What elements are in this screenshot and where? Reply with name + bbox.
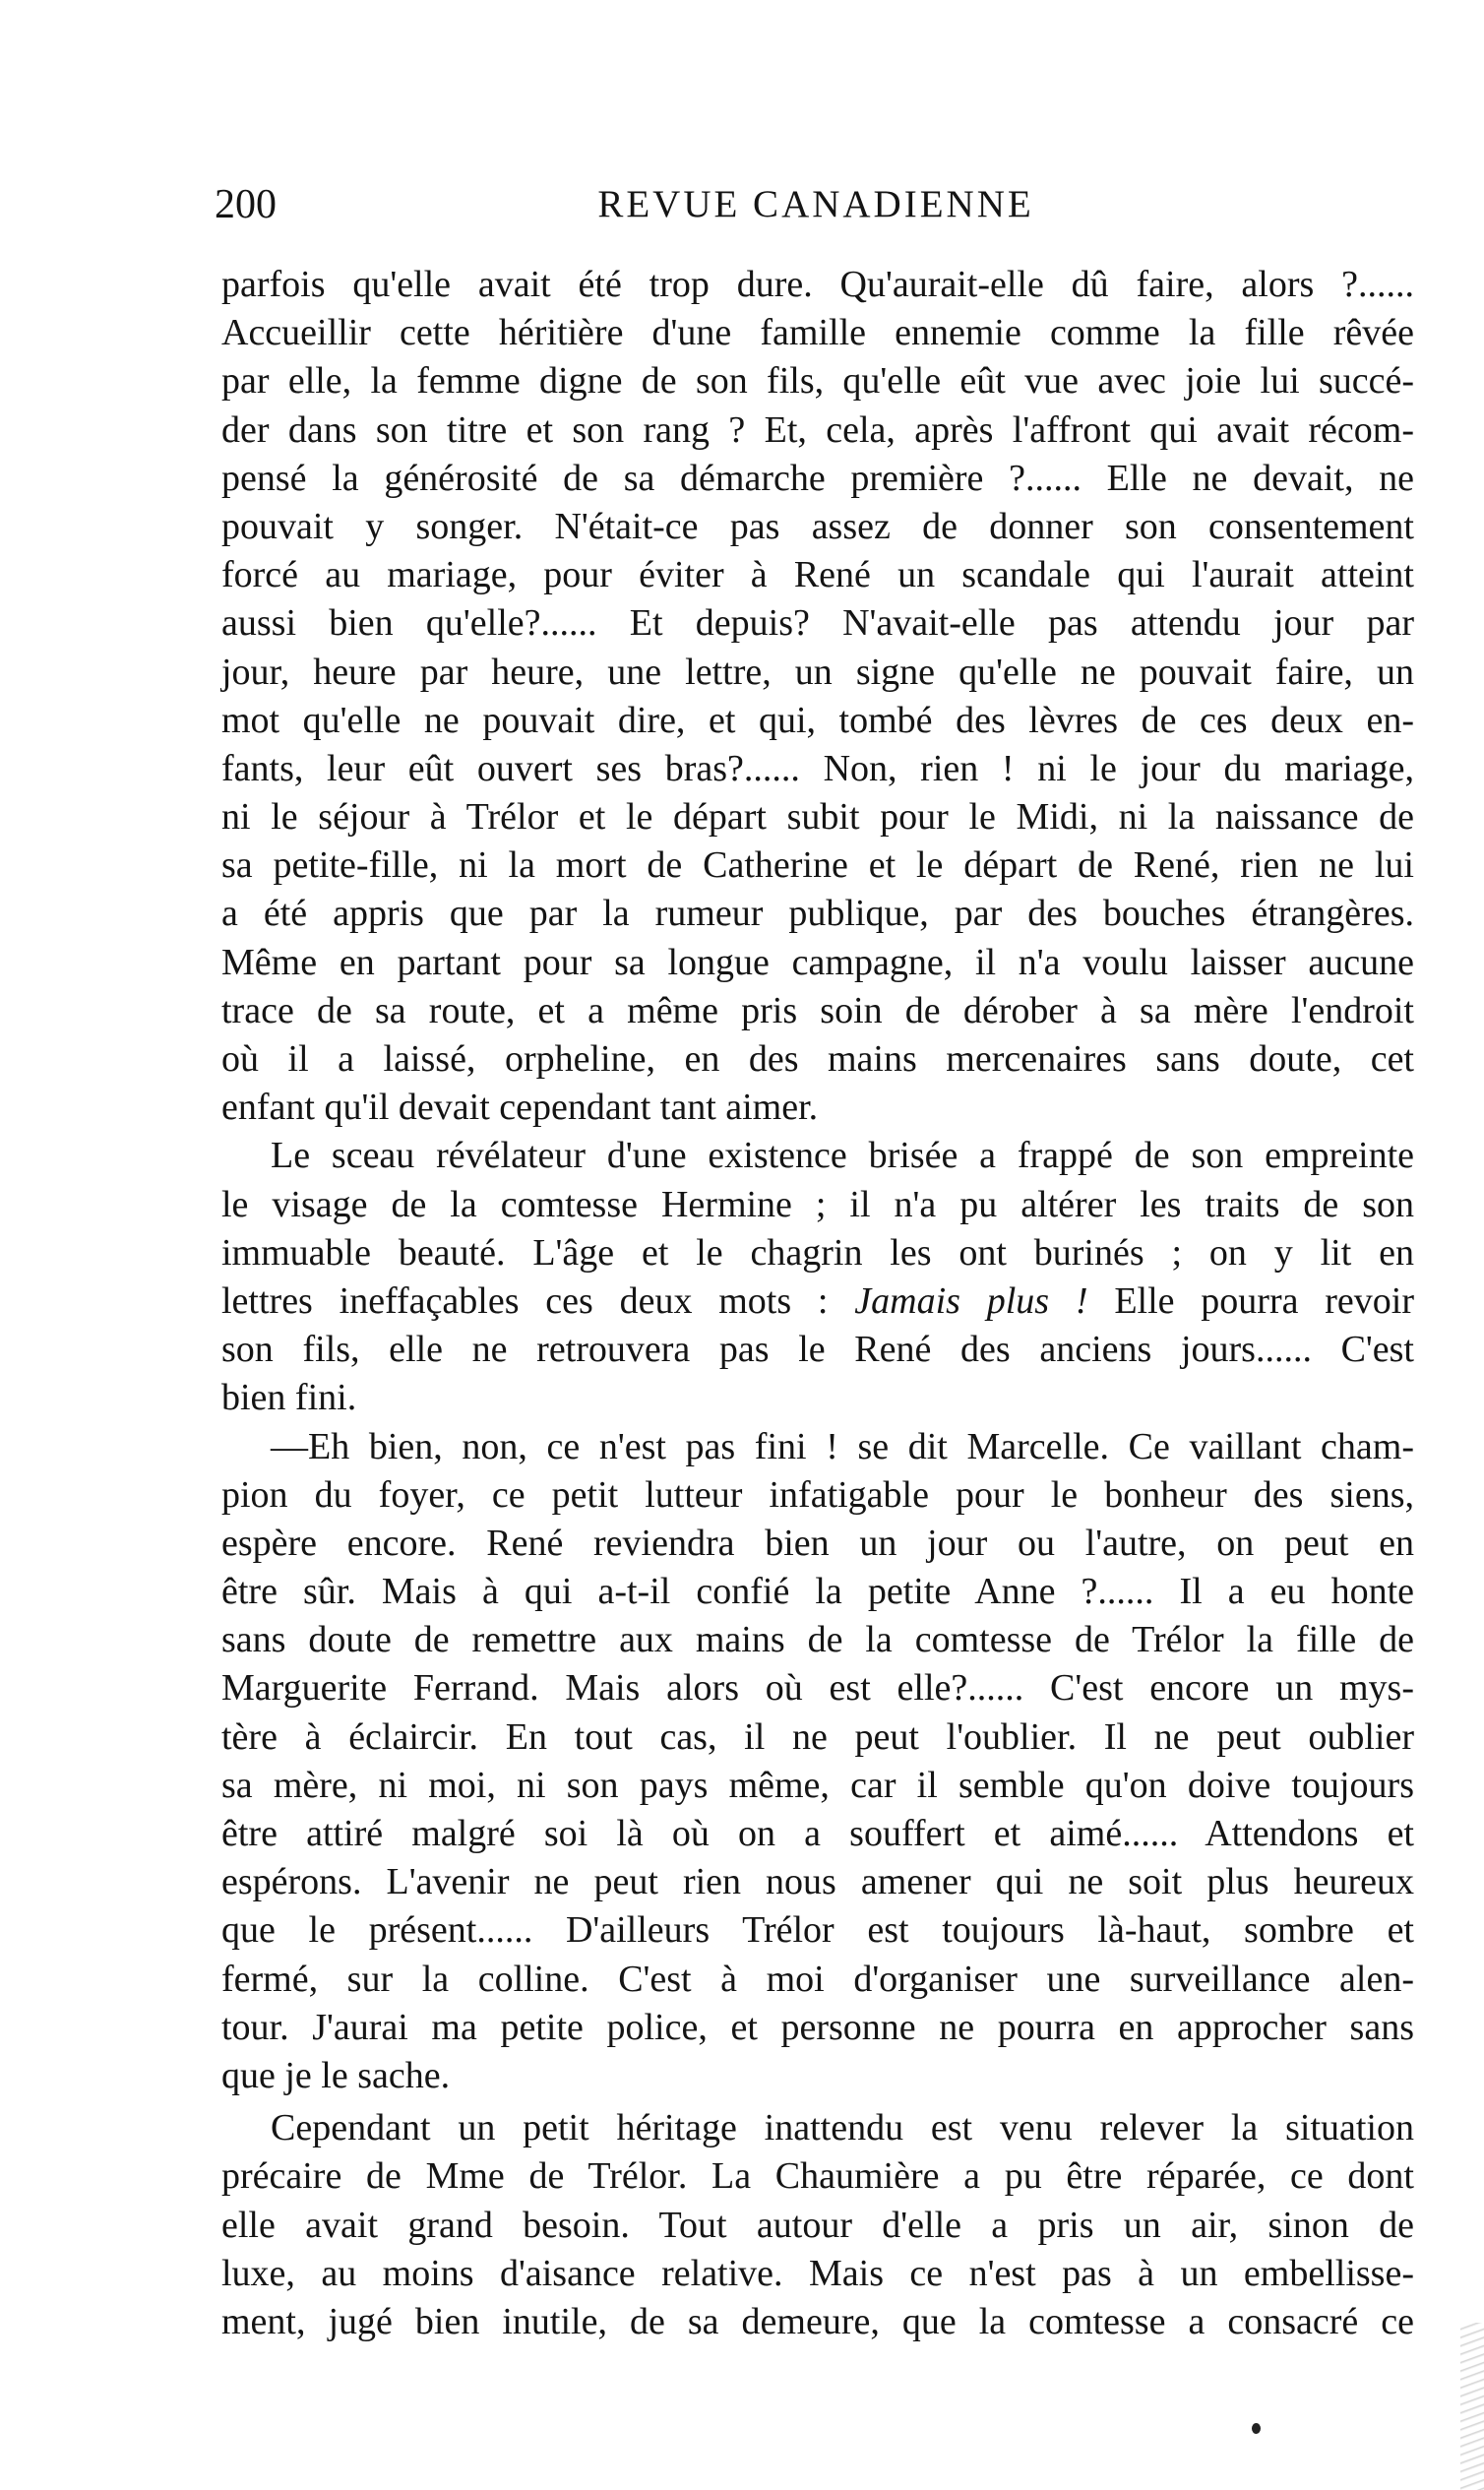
text-line: que le présent...... D'ailleurs Trélor est toujours là-haut, sombre et bbox=[221, 1909, 1414, 1952]
text-line: pouvait y songer. N'était-ce pas assez de donner son consentement bbox=[221, 505, 1414, 547]
text-line: luxe, au moins d'aisance relative. Mais ce n'est pas à un embellisse- bbox=[221, 2252, 1414, 2294]
text-segment: lettres ineffaçables ces deux mots : bbox=[221, 1279, 855, 1322]
italic-phrase: Jamais plus ! bbox=[854, 1279, 1088, 1322]
text-line: être attiré malgré soi là où on a souffert et aimé...... Attendons et bbox=[221, 1813, 1414, 1854]
text-line: elle avait grand besoin. Tout autour d'elle a pris un air, sinon de bbox=[221, 2204, 1414, 2246]
text-line: Cependant un petit héritage inattendu est venu relever la situation bbox=[271, 2107, 1414, 2149]
text-line: tour. J'aurai ma petite police, et personne ne pourra en approcher sans bbox=[221, 2006, 1414, 2048]
page-number: 200 bbox=[215, 182, 277, 227]
text-line: que je le sache. bbox=[221, 2054, 451, 2096]
text-line: Accueillir cette héritière d'une famille ennemie comme la fille rêvée bbox=[221, 312, 1414, 354]
text-line: forcé au mariage, pour éviter à René un scandale qui l'aurait atteint bbox=[221, 554, 1414, 596]
text-line: mot qu'elle ne pouvait dire, et qui, tombé des lèvres de ces deux en- bbox=[221, 699, 1414, 741]
text-line: fants, leur eût ouvert ses bras?...... Non, rien ! ni le jour du mariage, bbox=[221, 747, 1414, 789]
paper-edge-noise bbox=[1460, 2323, 1484, 2490]
text-line: sa petite-fille, ni la mort de Catherine et le départ de René, rien ne lui bbox=[221, 844, 1414, 887]
text-line: aussi bien qu'elle?...... Et depuis? N'avait-elle pas attendu jour par bbox=[221, 602, 1414, 645]
text-line: immuable beauté. L'âge et le chagrin les ont burinés ; on y lit en bbox=[221, 1231, 1414, 1274]
text-line: par elle, la femme digne de son fils, qu'elle eût vue avec joie lui succé- bbox=[221, 360, 1414, 403]
text-line: précaire de Mme de Trélor. La Chaumière a pu être réparée, ce dont bbox=[221, 2155, 1414, 2198]
text-line: espérons. L'avenir ne peut rien nous amener qui ne soit plus heureux bbox=[221, 1861, 1414, 1903]
text-line: Marguerite Ferrand. Mais alors où est elle?...... C'est encore un mys- bbox=[221, 1667, 1414, 1710]
text-line: son fils, elle ne retrouvera pas le René des anciens jours...... C'est bbox=[221, 1329, 1414, 1371]
text-line: parfois qu'elle avait été trop dure. Qu'aurait-elle dû faire, alors ?...... bbox=[221, 264, 1414, 305]
text-line: tère à éclaircir. En tout cas, il ne peut l'oublier. Il ne peut oublier bbox=[221, 1715, 1414, 1758]
text-line: enfant qu'il devait cependant tant aimer. bbox=[221, 1087, 819, 1129]
body-text bbox=[221, 261, 1414, 2346]
text-line: trace de sa route, et a même pris soin de dérober à sa mère l'endroit bbox=[221, 989, 1414, 1031]
text-line: sa mère, ni moi, ni son pays même, car il semble qu'on doive toujours bbox=[221, 1764, 1414, 1806]
text-line: être sûr. Mais à qui a-t-il confié la petite Anne ?...... Il a eu honte bbox=[221, 1571, 1414, 1613]
text-line: der dans son titre et son rang ? Et, cela, après l'affront qui avait récom- bbox=[221, 408, 1414, 451]
text-line: espère encore. René reviendra bien un jour ou l'autre, on peut en bbox=[221, 1522, 1414, 1564]
text-line: pion du foyer, ce petit lutteur infatigable pour le bonheur des siens, bbox=[221, 1473, 1414, 1516]
text-line: pensé la générosité de sa démarche première ?...... Elle ne devait, ne bbox=[221, 457, 1414, 499]
page-header bbox=[215, 175, 1417, 234]
running-head: REVUE CANADIENNE bbox=[597, 183, 1034, 225]
text-line: sans doute de remettre aux mains de la comtesse de Trélor la fille de bbox=[221, 1619, 1414, 1661]
text-line: le visage de la comtesse Hermine ; il n'a pu altérer les traits de son bbox=[221, 1183, 1414, 1225]
text-segment: Elle pourra revoir bbox=[1087, 1279, 1414, 1322]
ink-speck bbox=[1252, 2423, 1261, 2434]
text-line: Le sceau révélateur d'une existence brisée a frappé de son empreinte bbox=[271, 1135, 1414, 1177]
text-line: où il a laissé, orpheline, en des mains mercenaires sans doute, cet bbox=[221, 1038, 1414, 1080]
text-line: fermé, sur la colline. C'est à moi d'organiser une surveillance alen- bbox=[221, 1958, 1414, 2000]
text-line: bien fini. bbox=[221, 1377, 357, 1419]
text-line: —Eh bien, non, ce n'est pas fini ! se dit Marcelle. Ce vaillant cham- bbox=[271, 1425, 1414, 1467]
text-line: jour, heure par heure, une lettre, un signe qu'elle ne pouvait faire, un bbox=[221, 651, 1414, 693]
text-line bbox=[221, 1277, 1414, 1326]
text-line: ment, jugé bien inutile, de sa demeure, que la comtesse a consacré ce bbox=[221, 2300, 1414, 2342]
text-line: a été appris que par la rumeur publique, par des bouches étrangères. bbox=[221, 893, 1414, 935]
text-line: Même en partant pour sa longue campagne, il n'a voulu laisser aucune bbox=[221, 941, 1414, 983]
text-line: ni le séjour à Trélor et le départ subit pour le Midi, ni la naissance de bbox=[221, 796, 1414, 839]
